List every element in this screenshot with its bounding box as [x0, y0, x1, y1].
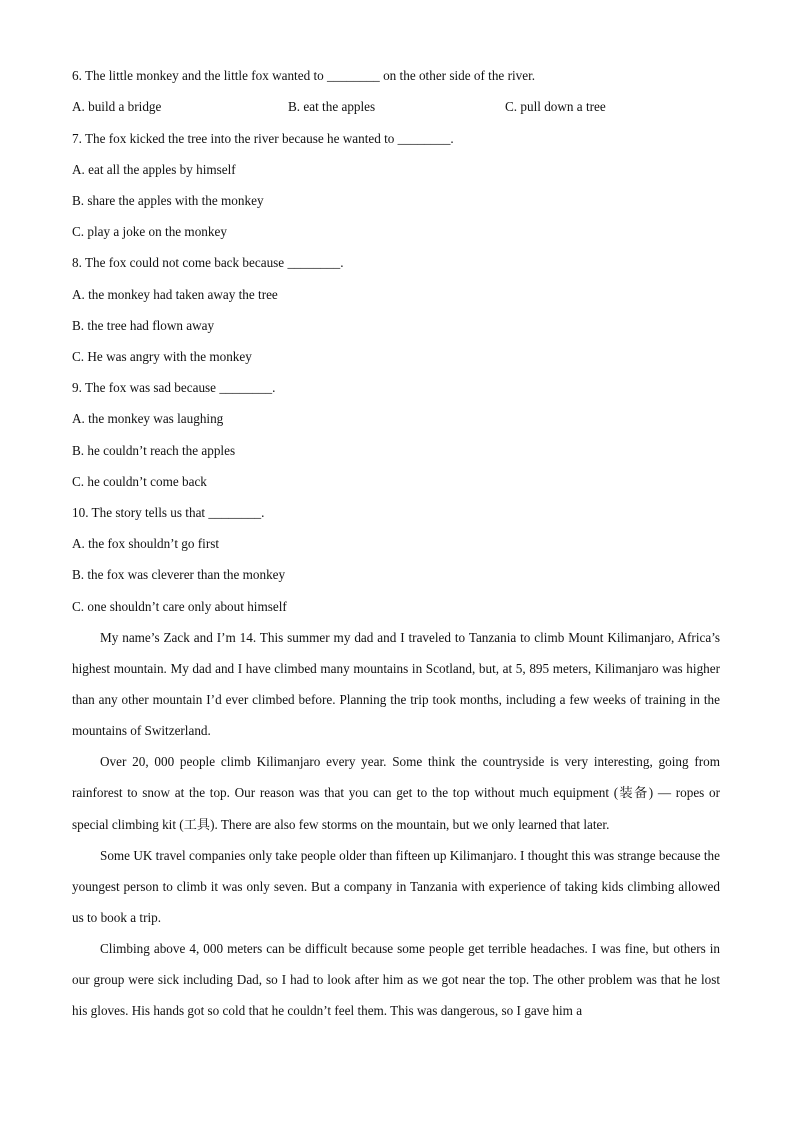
passage-paragraph-2: Over 20, 000 people climb Kilimanjaro every year. Some think the countryside is very interesting, going from rainforest to snow at the top. Our reason was that you can get to the top without much equipment (装备) — ropes or special climbing kit (工具). There are also few storms on the mountain, but we only learned that later. — [72, 754, 720, 832]
question-9-option-b: B. he couldn’t reach the apples — [72, 443, 236, 458]
question-10-option-a: A. the fox shouldn’t go first — [72, 536, 220, 551]
question-6-option-b: B. eat the apples — [288, 99, 376, 114]
question-9-option-c: C. he couldn’t come back — [72, 474, 207, 489]
question-6-option-c: C. pull down a tree — [505, 99, 606, 114]
question-8-option-b: B. the tree had flown away — [72, 318, 215, 333]
question-8-option-a: A. the monkey had taken away the tree — [72, 287, 278, 302]
passage-paragraph-3: Some UK travel companies only take people older than fifteen up Kilimanjaro. I thought this was strange because the youngest person to climb it was only seven. But a company in Tanzania with experience of taking kids climbing allowed us to book a trip. — [72, 847, 720, 925]
question-7-option-c: C. play a joke on the monkey — [72, 224, 227, 239]
question-7-option-b: B. share the apples with the monkey — [72, 193, 264, 208]
passage-paragraph-1: My name’s Zack and I’m 14. This summer my dad and I traveled to Tanzania to climb Mount Kilimanjaro, Africa’s highest mountain. My dad and I have climbed many mountains in Scotland, but, at 5, 895 meters, Kilimanjaro was higher than any other mountain I’d ever climbed before. Planning the trip took months, including a few weeks of training in the mountains of Switzerland. — [72, 630, 720, 739]
reading-passage — [72, 622, 720, 1026]
question-10-option-b: B. the fox was cleverer than the monkey — [72, 567, 286, 582]
question-10-option-c: C. one shouldn’t care only about himself — [72, 599, 287, 614]
question-7-stem: 7. The fox kicked the tree into the river because he wanted to ________. — [72, 131, 454, 146]
question-9-option-a: A. the monkey was laughing — [72, 411, 224, 426]
question-8-option-c: C. He was angry with the monkey — [72, 349, 252, 364]
question-6-stem: 6. The little monkey and the little fox wanted to ________ on the other side of the river. — [72, 68, 536, 83]
question-7-option-a: A. eat all the apples by himself — [72, 162, 236, 177]
question-8-stem: 8. The fox could not come back because ________. — [72, 255, 344, 270]
question-10-stem: 10. The story tells us that ________. — [72, 505, 265, 520]
passage-paragraph-4: Climbing above 4, 000 meters can be difficult because some people get terrible headaches. I was fine, but others in our group were sick including Dad, so I had to look after him as we got near the top. The other problem was that he lost his gloves. His hands got so cold that he couldn’t feel them. This was dangerous, so I gave him a — [72, 940, 720, 1019]
question-9-stem: 9. The fox was sad because ________. — [72, 380, 276, 395]
question-6-option-a: A. build a bridge — [72, 99, 162, 114]
